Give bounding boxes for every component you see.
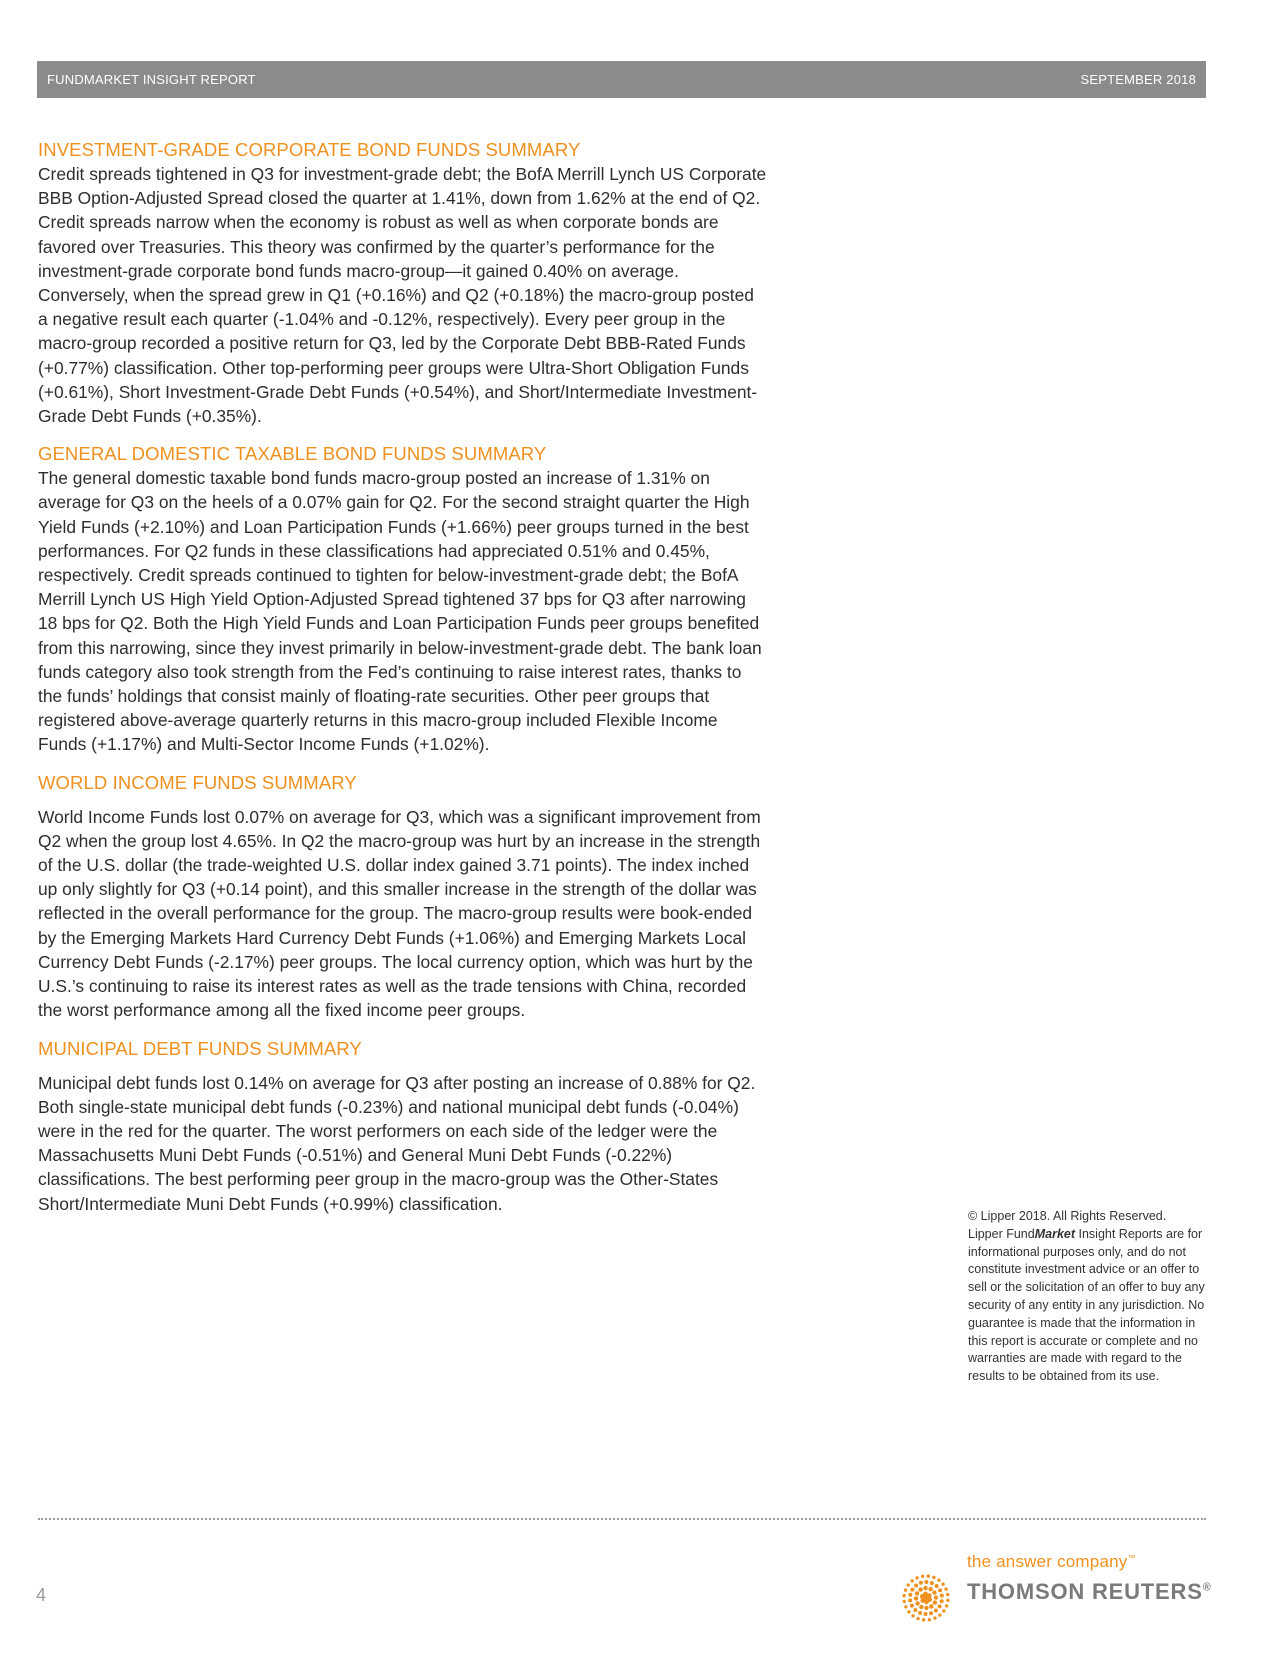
section-heading: INVESTMENT-GRADE CORPORATE BOND FUNDS SUMMARY bbox=[38, 139, 581, 160]
logo-dot bbox=[919, 1581, 923, 1585]
logo-dot bbox=[911, 1614, 914, 1617]
logo-dot bbox=[930, 1581, 934, 1585]
logo-dot bbox=[916, 1617, 919, 1620]
logo-dot bbox=[923, 1586, 927, 1590]
logo-dot bbox=[922, 1618, 925, 1621]
logo-dot bbox=[933, 1616, 936, 1619]
logo-dot bbox=[913, 1608, 917, 1612]
logo-dot bbox=[945, 1604, 948, 1607]
logo-dot bbox=[921, 1575, 924, 1578]
tagline-text: the answer company bbox=[967, 1552, 1128, 1571]
section-heading: MUNICIPAL DEBT FUNDS SUMMARY bbox=[38, 1037, 362, 1059]
section-heading: GENERAL DOMESTIC TAXABLE BOND FUNDS SUMMARY bbox=[38, 443, 547, 465]
logo-dot bbox=[938, 1588, 942, 1592]
logo-dot bbox=[908, 1598, 912, 1602]
logo-dot bbox=[915, 1591, 919, 1595]
logo-dot bbox=[904, 1588, 907, 1591]
logo-dot bbox=[944, 1587, 947, 1590]
section-body: Credit spreads tightened in Q3 for investment-grade debt; the BofA Merrill Lynch US Corporate BBB Option-Adjusted Spread closed the quarter at 1.41%, down from 1.62% at the end of Q2. Credit spreads narrow when the economy is robust as well as when corporate bonds are favored over Treasuries. This theory was confirmed by the quarter’s performance for the investment-grade corporate bond funds macro-group—it gained 0.40% on average. Conversely, when the spread grew in Q1 (+0.16%) and Q2 (+0.18%) the macro-group posted a negative result each quarter (-1.04% and -0.12%, respectively). Every peer group in the macro-group recorded a positive return for Q3, led by the Corporate Debt BBB-Rated Funds (+0.77%) classification. Other top-performing peer groups were Ultra-Short Obligation Funds (+0.61%), Short Investment-Grade Debt Funds (+0.54%), and Short/Intermediate Investment-Grade Debt Funds (+0.35%). bbox=[38, 164, 767, 427]
logo-dot bbox=[907, 1583, 910, 1586]
section-general-domestic bbox=[38, 442, 768, 756]
logo-dot bbox=[934, 1609, 938, 1613]
logo-dot bbox=[908, 1593, 912, 1597]
logo-dot bbox=[903, 1600, 906, 1603]
logo-dot bbox=[918, 1587, 922, 1591]
footer-divider bbox=[38, 1518, 1206, 1520]
logo-dot bbox=[918, 1611, 922, 1615]
logo-dot bbox=[904, 1605, 907, 1608]
logo-dot bbox=[946, 1593, 949, 1596]
page-number: 4 bbox=[36, 1585, 47, 1605]
logo-dot bbox=[938, 1604, 942, 1608]
logo-dot bbox=[927, 1574, 930, 1577]
logo-dot bbox=[934, 1595, 938, 1599]
logo-dot bbox=[910, 1588, 914, 1592]
section-municipal-debt bbox=[38, 1037, 768, 1216]
logo-dot bbox=[941, 1582, 944, 1585]
logo-dot bbox=[929, 1611, 933, 1615]
report-title: FUNDMARKET INSIGHT REPORT bbox=[47, 72, 256, 87]
legal-disclaimer bbox=[968, 1208, 1213, 1386]
brand-tagline bbox=[967, 1552, 1136, 1572]
section-body: The general domestic taxable bond funds macro-group posted an increase of 1.31% on average for Q3 on the heels of a 0.07% gain for Q2. For the second straight quarter the High Yield Funds (+2.10%) and Loan Participation Funds (+1.66%) peer groups turned in the best performances. For Q2 funds in these classifications had appreciated 0.51% and 0.45%, respectively. Credit spreads continued to tighten for below-investment-grade debt; the BofA Merrill Lynch US High Yield Option-Adjusted Spread tightened 37 bps for Q3 after narrowing 18 bps for Q2. Both the High Yield Funds and Loan Participation Funds peer groups benefited from this narrowing, since they invest primarily in below-investment-grade debt. The bank loan funds category also took strength from the Fed’s continuing to raise interest rates, thanks to the funds’ holdings that consist mainly of floating-rate securities. Other peer groups that registered above-average quarterly returns in this macro-group included Flexible Income Funds (+1.17%) and Multi-Sector Income Funds (+1.02%). bbox=[38, 468, 762, 755]
logo-dot bbox=[914, 1583, 918, 1587]
disclaimer-prefix: Lipper Fund bbox=[968, 1226, 1035, 1241]
logo-dot bbox=[915, 1576, 918, 1579]
section-body: Municipal debt funds lost 0.14% on average for Q3 after posting an increase of 0.88% for Q2. Both single-state municipal debt funds (-0.23%) and national municipal debt funds (-0.04%) were in the red for the quarter. The worst performers on each side of the ledger were the Massachusetts Muni Debt Funds (-0.51%) and General Muni Debt Funds (-0.22%) classifications. The best performing peer group in the macro-group was the Other-States Short/Intermediate Muni Debt Funds (+0.99%) classification. bbox=[38, 1072, 756, 1214]
logo-dot bbox=[919, 1605, 923, 1609]
tagline-mark: ™ bbox=[1127, 1553, 1136, 1563]
logo-dot bbox=[928, 1618, 931, 1621]
logo-dot bbox=[935, 1584, 939, 1588]
logo-dot bbox=[924, 1612, 928, 1616]
logo-dot bbox=[924, 1580, 928, 1584]
logo-dot bbox=[942, 1609, 945, 1612]
brand-block bbox=[900, 1552, 1210, 1622]
logo-dot bbox=[902, 1594, 905, 1597]
logo-dot bbox=[907, 1610, 910, 1613]
disclaimer-body bbox=[968, 1226, 1213, 1386]
logo-dot bbox=[933, 1600, 937, 1604]
logo-dot bbox=[924, 1606, 928, 1610]
section-heading: WORLD INCOME FUNDS SUMMARY bbox=[38, 771, 357, 793]
thomson-reuters-logo-icon bbox=[900, 1572, 952, 1624]
logo-dot bbox=[937, 1579, 940, 1582]
logo-dot bbox=[946, 1599, 949, 1602]
logo-dot bbox=[910, 1604, 914, 1608]
main-content bbox=[38, 138, 768, 1230]
section-world-income bbox=[38, 771, 768, 1023]
brand-name bbox=[967, 1579, 1212, 1605]
logo-dot bbox=[938, 1613, 941, 1616]
logo-dot bbox=[914, 1596, 918, 1600]
section-investment-grade bbox=[38, 138, 768, 428]
logo-dot bbox=[940, 1594, 944, 1598]
logo-dot bbox=[932, 1576, 935, 1579]
disclaimer-rest: Insight Reports are for informational purposes only, and do not constitute investment advice or an offer to sell or the solicitation of an offer to buy any security of any entity in any jurisdiction. No guarantee is made that the information in this report is accurate or complete and no warranties are made with regard to the results to be obtained from its use. bbox=[968, 1226, 1205, 1384]
brand-name-text: THOMSON REUTERS bbox=[967, 1579, 1203, 1604]
disclaimer-italic-word: Market bbox=[1034, 1226, 1076, 1241]
logo-dot bbox=[910, 1579, 913, 1582]
report-header-bar bbox=[37, 61, 1206, 98]
logo-dot bbox=[932, 1590, 936, 1594]
logo-dot bbox=[928, 1587, 932, 1591]
logo-dot bbox=[915, 1601, 919, 1605]
report-date: SEPTEMBER 2018 bbox=[1080, 72, 1196, 87]
logo-dot bbox=[929, 1604, 933, 1608]
logo-dot bbox=[940, 1599, 944, 1603]
brand-mark: ® bbox=[1202, 1581, 1212, 1594]
disclaimer-copyright: © Lipper 2018. All Rights Reserved. bbox=[968, 1209, 1167, 1223]
section-body: World Income Funds lost 0.07% on average for Q3, which was a significant improvement from Q2 when the group lost 4.65%. In Q2 the macro-group was hurt by an increase in the strength of the U.S. dollar (the trade-weighted U.S. dollar index gained 3.71 points). The index inched up only slightly for Q3 (+0.14 point), and this smaller increase in the strength of the dollar was reflected in the overall performance for the group. The macro-group results were book-ended by the Emerging Markets Hard Currency Debt Funds (+1.06%) and Emerging Markets Local Currency Debt Funds (-2.17%) peer groups. The local currency option, which was hurt by the U.S.’s continuing to raise its interest rates as well as the trade tensions with China, recorded the worst performance among all the fixed income peer groups. bbox=[38, 806, 761, 1021]
logo-dot bbox=[927, 1593, 932, 1598]
